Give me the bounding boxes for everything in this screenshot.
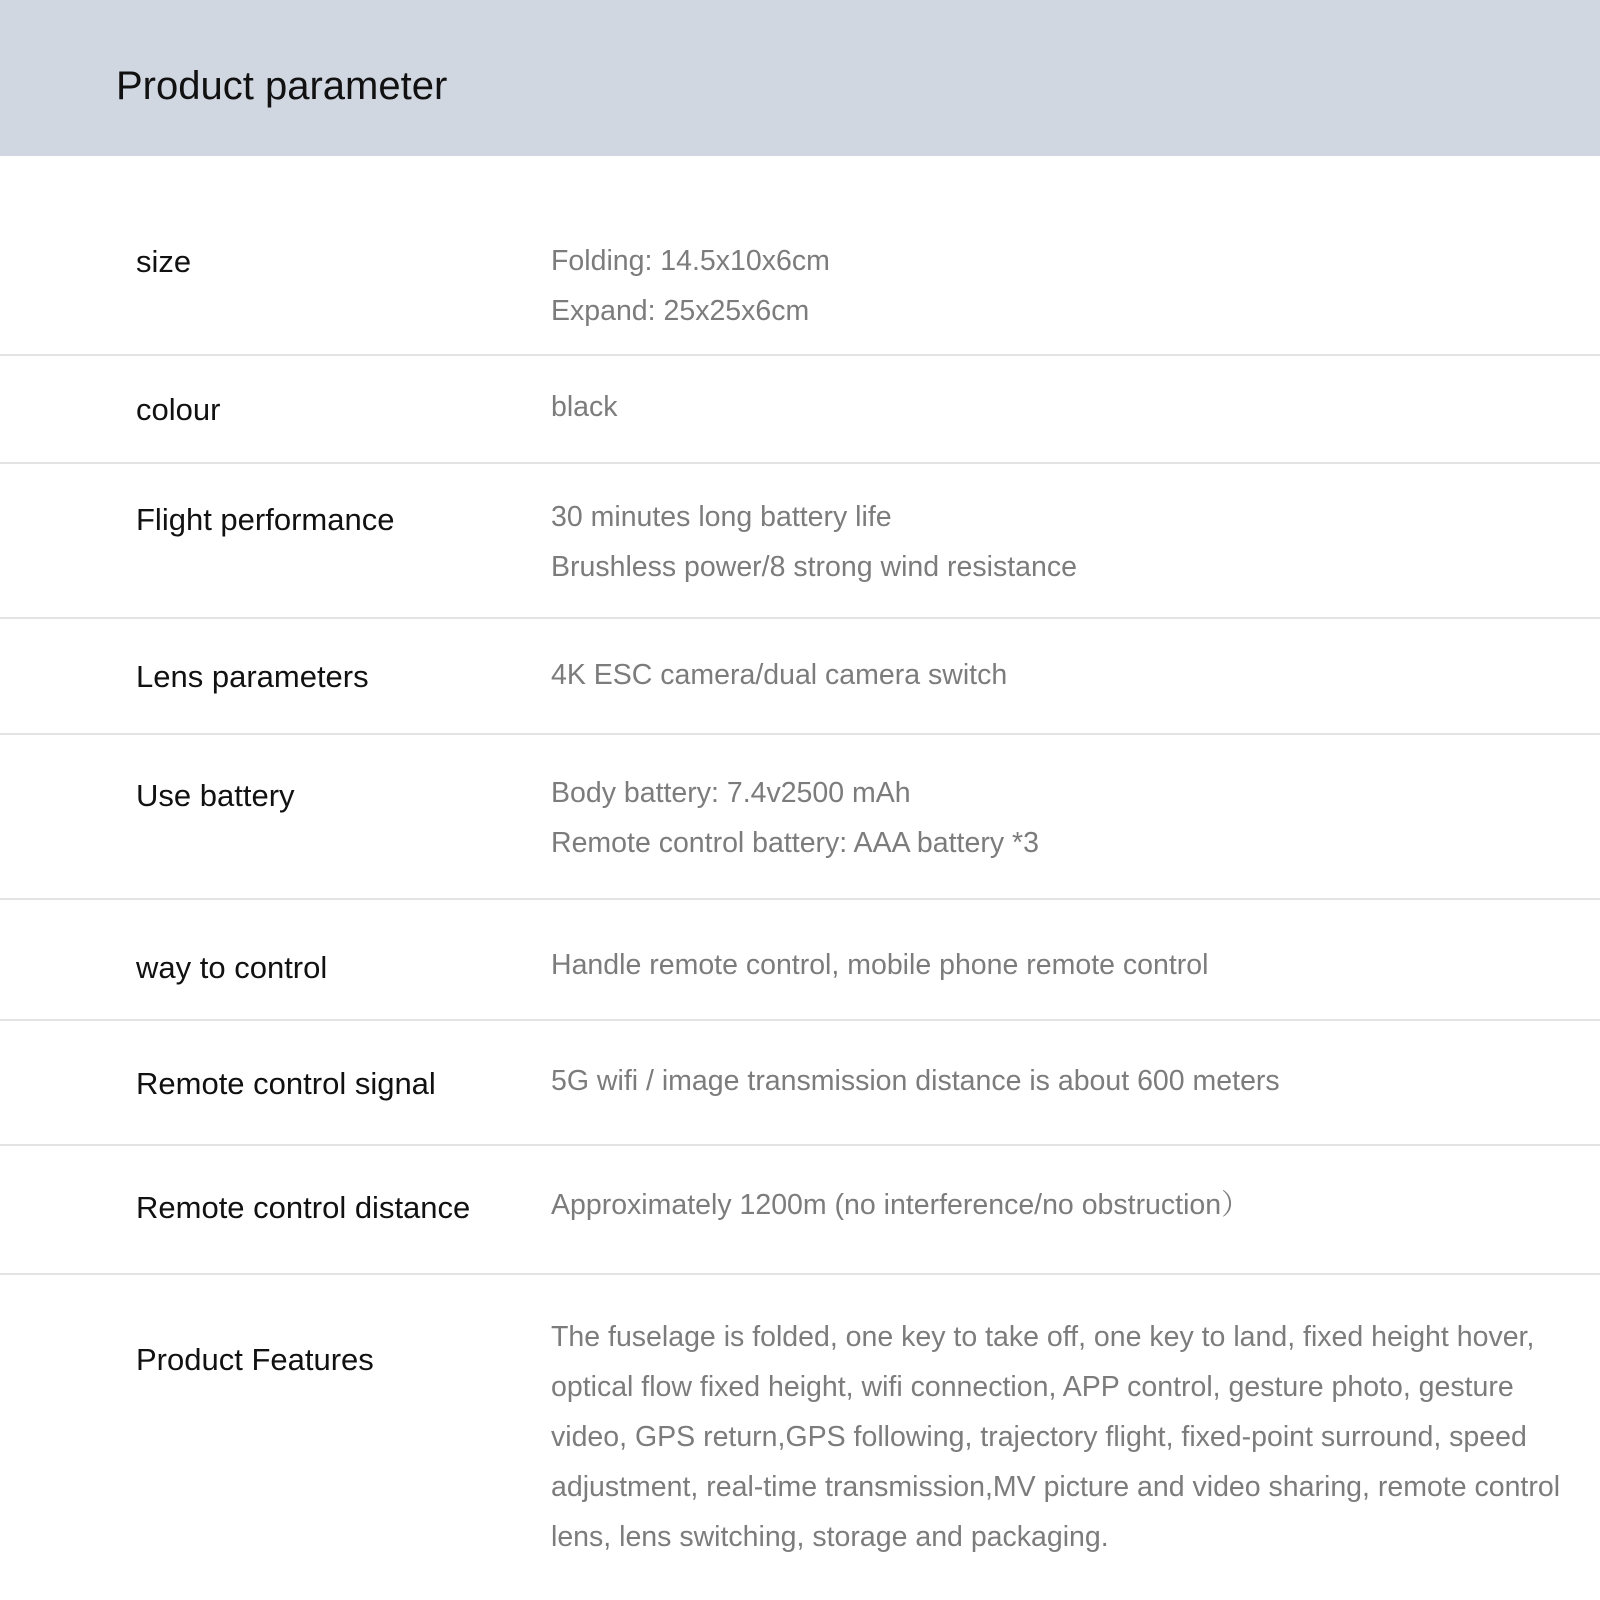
value-line: Expand: 25x25x6cm [551, 295, 810, 327]
value-line: black [551, 391, 618, 423]
value-line: 5G wifi / image transmission distance is about 600 meters [551, 1065, 1280, 1097]
row-divider [0, 898, 1600, 900]
value-line: Body battery: 7.4v2500 mAh [551, 777, 911, 809]
value-line: Remote control battery: AAA battery *3 [551, 827, 1039, 859]
value-line: 4K ESC camera/dual camera switch [551, 659, 1008, 691]
param-label-flight-performance: Flight performance [136, 502, 395, 537]
param-value-flight-performance [551, 492, 1561, 592]
page-title: Product parameter [116, 64, 448, 108]
row-divider [0, 733, 1600, 735]
header-band [0, 0, 1600, 156]
param-label-remote-control-distance: Remote control distance [136, 1190, 471, 1225]
param-label-product-features: Product Features [136, 1342, 374, 1377]
value-line: Folding: 14.5x10x6cm [551, 245, 830, 277]
param-value-remote-control-distance [551, 1180, 1561, 1230]
param-value-way-to-control [551, 940, 1561, 990]
value-paragraph: The fuselage is folded, one key to take off, one key to land, fixed height hover, optical flow fixed height, wifi connection, APP control, gesture photo, gesture video, GPS return,GPS following, trajectory flight, fixed-point surround, speed adjustment, real-time transmission,MV picture and video sharing, remote control lens, lens switching, storage and packaging. [551, 1321, 1561, 1553]
row-divider [0, 1273, 1600, 1275]
value-line: 30 minutes long battery life [551, 501, 892, 533]
param-value-lens-parameters [551, 650, 1561, 700]
value-line: Brushless power/8 strong wind resistance [551, 551, 1077, 583]
param-value-remote-control-signal [551, 1056, 1561, 1106]
param-label-size: size [136, 244, 192, 279]
value-line: Approximately 1200m (no interference/no obstruction） [551, 1189, 1250, 1221]
row-divider [0, 462, 1600, 464]
param-label-lens-parameters: Lens parameters [136, 659, 369, 694]
param-label-way-to-control: way to control [136, 950, 328, 985]
value-line: Handle remote control, mobile phone remote control [551, 949, 1209, 981]
row-divider [0, 617, 1600, 619]
row-divider [0, 354, 1600, 356]
param-value-product-features [551, 1312, 1561, 1562]
param-value-size [551, 236, 1561, 336]
param-value-colour [551, 382, 1561, 432]
param-value-use-battery [551, 768, 1561, 868]
param-label-colour: colour [136, 392, 221, 427]
param-label-remote-control-signal: Remote control signal [136, 1066, 436, 1101]
row-divider [0, 1019, 1600, 1021]
row-divider [0, 1144, 1600, 1146]
param-label-use-battery: Use battery [136, 778, 295, 813]
